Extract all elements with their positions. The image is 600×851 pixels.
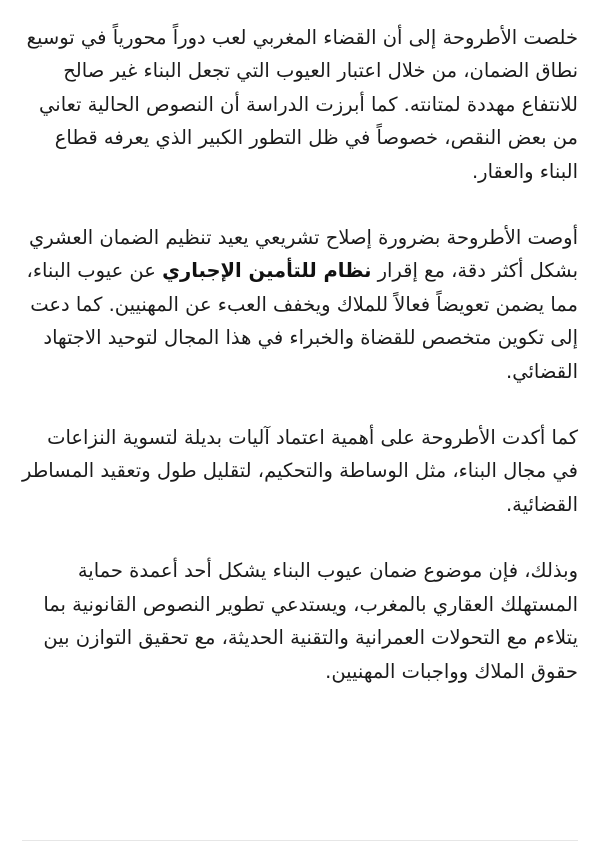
bold-phrase-mandatory-insurance: نظام للتأمين الإجباري <box>162 259 372 283</box>
article-body <box>18 21 578 721</box>
paragraph-final-summary: وبذلك، فإن موضوع ضمان عيوب البناء يشكل أحد أعمدة حماية المستهلك العقاري بالمغرب، ويستدعي تطوير النصوص القانونية بما يتلاءم مع التحولات العمرانية والتقنية الحديثة، مع تحقيق التوازن بين حقوق الملاك وواجبات المهنيين. <box>43 559 578 683</box>
paragraph-text-before-bold: أوصت الأطروحة بضرورة إصلاح تشريعي يعيد تنظيم الضمان العشري بشكل أكثر دقة، مع إقرار <box>29 226 578 283</box>
paragraph-alternative-dispute: كما أكدت الأطروحة على أهمية اعتماد آليات بديلة لتسوية النزاعات في مجال البناء، مثل الوساطة والتحكيم، لتقليل طول وتعقيد المساطر القضائية. <box>21 426 578 516</box>
section-divider <box>22 840 578 841</box>
paragraph-conclusion: خلصت الأطروحة إلى أن القضاء المغربي لعب دوراً محورياً في توسيع نطاق الضمان، من خلال اعتبار العيوب التي تجعل البناء غير صالح للانتفاع مهددة لمتانته. كما أبرزت الدراسة أن النصوص الحالية تعاني من بعض النقص، خصوصاً في ظل التطور الكبير الذي يعرفه قطاع البناء والعقار. <box>26 26 578 183</box>
paragraph-text-after-bold: عن عيوب البناء، مما يضمن تعويضاً فعالاً للملاك ويخفف العبء عن المهنيين. كما دعت إلى تكوين متخصص للقضاة والخبراء في هذا المجال لتوحيد الاجتهاد القضائي. <box>26 259 578 383</box>
paragraph-recommendations <box>18 221 578 388</box>
